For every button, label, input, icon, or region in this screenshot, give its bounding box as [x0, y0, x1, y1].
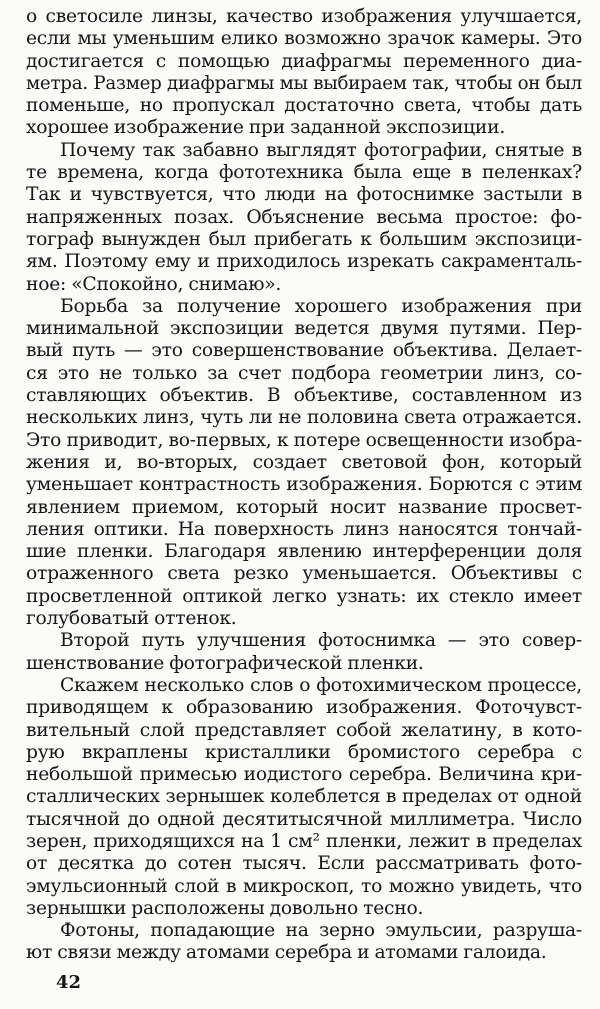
- text-line: приводящем к образованию изображения. Фоточувст-: [26, 697, 582, 719]
- text-line: жения и, во-вторых, создает световой фон, который: [26, 451, 582, 473]
- text-line: Борьба за получение хорошего изображения при: [60, 295, 582, 317]
- text-line: рую вкраплены кристаллики бромистого серебра с: [26, 741, 582, 763]
- page-number: 42: [56, 972, 82, 993]
- text-line: поменьше, но пропускал достаточно света, чтобы дать: [26, 95, 582, 117]
- text-line: от десятка до сотен тысяч. Если рассматривать фото-: [26, 853, 582, 875]
- text-line: сталлических зернышек колеблется в пределах от одной: [26, 786, 582, 808]
- paragraph: [26, 296, 582, 630]
- text-line: минимальной экспозиции ведется двумя путями. Пер-: [26, 318, 582, 340]
- text-line: ставляющих объектив. В объективе, составленном из: [26, 385, 582, 407]
- text-line: просветленной оптикой легко узнать: их стекло имеет: [26, 585, 582, 607]
- text-line: явлением приемом, который носит название просвет-: [26, 496, 582, 518]
- text-line: ления оптики. На поверхность линз наносятся тончай-: [26, 518, 582, 540]
- text-line: Второй путь улучшения фотоснимка — это совер-: [60, 630, 582, 652]
- text-line: зернышки расположены довольно тесно.: [26, 897, 424, 919]
- text-line: напряженных позах. Объяснение весьма простое: фо-: [26, 206, 582, 228]
- text-line: тограф вынужден был прибегать к большим экспозици-: [26, 228, 582, 250]
- text-line: Это приводит, во-первых, к потере освещенности изобра-: [26, 429, 582, 451]
- text-line: небольшой примесью иодистого серебра. Величина кри-: [26, 764, 582, 786]
- text-line: Фотоны, попадающие на зерно эмульсии, разруша-: [60, 920, 582, 942]
- paragraph: [26, 630, 582, 675]
- text-line: хорошее изображение при заданной экспозиции.: [26, 117, 506, 139]
- paragraph: [26, 920, 582, 965]
- text-line: Почему так забавно выглядят фотографии, снятые в: [60, 139, 582, 161]
- paragraph: [26, 675, 582, 920]
- text-line: отраженного света резко уменьшается. Объективы с: [26, 563, 582, 585]
- text-line: тысячной до одной десятитысячной миллиметра. Число: [26, 808, 582, 830]
- text-line: вительный слой представляет собой желатину, в кото-: [26, 719, 582, 741]
- text-line: нескольких линз, чуть ли не половина света отражается.: [26, 407, 582, 429]
- text-line: ное: «Спокойно, снимаю».: [26, 273, 282, 295]
- text-line: Скажем несколько слов о фотохимическом процессе,: [60, 674, 582, 696]
- text-line: если мы уменьшим елико возможно зрачок камеры. Это: [26, 28, 582, 50]
- text-line: достигается с помощью диафрагмы переменного диа-: [26, 50, 582, 72]
- text-line: эмульсионный слой в микроскоп, то можно увидеть, что: [26, 875, 582, 897]
- text-line: ют связи между атомами серебра и атомами галоида.: [26, 942, 547, 964]
- text-line: зерен, приходящихся на 1 см² пленки, лежит в пределах: [26, 830, 582, 852]
- text-line: уменьшает контрастность изображения. Борются с этим: [26, 474, 582, 496]
- text-line: шие пленки. Благодаря явлению интерференции доля: [26, 541, 582, 563]
- page-body-text: [26, 6, 582, 965]
- text-line: вый путь — это совершенствование объектива. Делает-: [26, 340, 582, 362]
- text-line: метра. Размер диафрагмы мы выбираем так, чтобы он был: [26, 72, 582, 94]
- paragraph: [26, 6, 582, 140]
- text-line: шенствование фотографической пленки.: [26, 652, 424, 674]
- text-line: ся это не только за счет подбора геометрии линз, со-: [26, 362, 582, 384]
- text-line: ям. Поэтому ему и приходилось изрекать сакраменталь-: [26, 251, 582, 273]
- text-line: те времена, когда фототехника была еще в пеленках?: [26, 162, 582, 184]
- paragraph: [26, 140, 582, 296]
- text-line: Так и чувствуется, что люди на фотоснимке застыли в: [26, 184, 582, 206]
- text-line: голубоватый оттенок.: [26, 608, 237, 630]
- text-line: о светосиле линзы, качество изображения улучшается,: [26, 6, 582, 27]
